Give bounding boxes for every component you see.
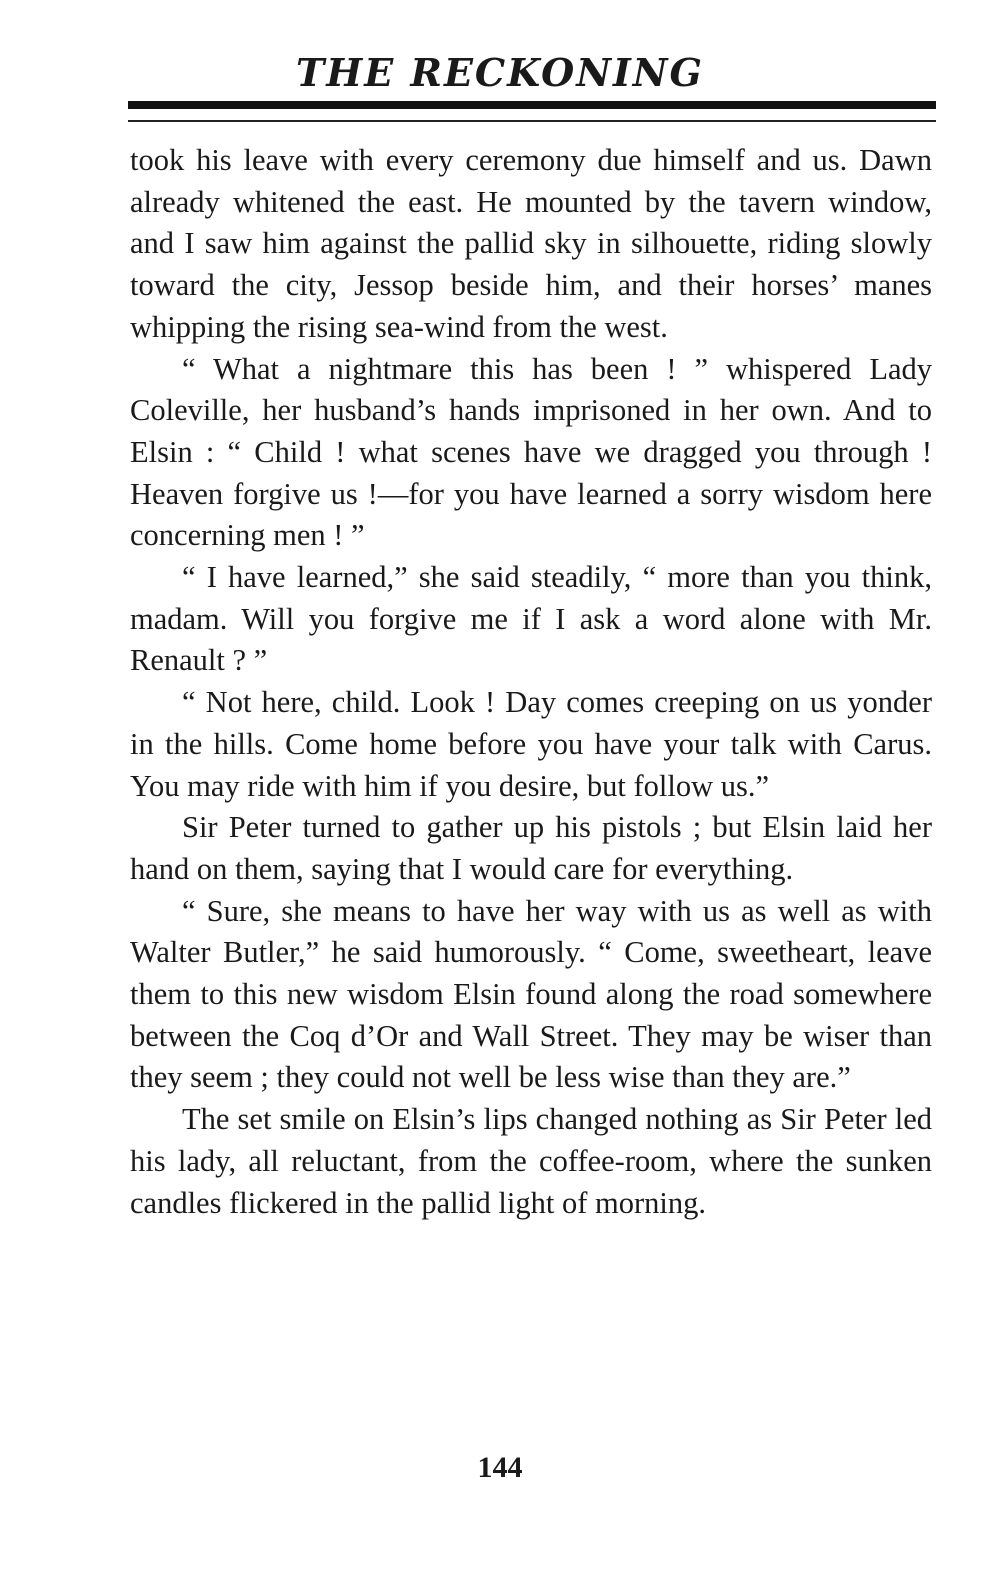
paragraph-6: “ Sure, she means to have her way with us as well as with Walter Butler,” he said humorously. “ Come, sweetheart, leave them to this new wisdom Elsin found along the road somewhere between the Coq d’Or and Wall Street. They may be wiser than they seem ; they could not well be less wise than they are.” [130, 893, 932, 1095]
header-rule-thin [128, 120, 936, 122]
paragraph-5: Sir Peter turned to gather up his pistols ; but Elsin laid her hand on them, saying that I would care for everything. [130, 810, 932, 886]
header-rule-thick [128, 101, 936, 109]
paragraph-1: took his leave with every ceremony due himself and us. Dawn already whitened the east. He mounted by the tavern window, and I saw him against the pallid sky in silhouette, riding slowly toward the city, Jessop beside him, and their horses’ manes whipping the rising sea-wind from the west. [130, 143, 932, 344]
running-head: THE RECKONING [296, 50, 704, 95]
paragraph-2: “ What a nightmare this has been ! ” whispered Lady Coleville, her husband’s hands imprisoned in her own. And to Elsin : “ Child ! what scenes have we dragged you through ! Heaven forgive us !—for you have learned a sorry wisdom here concerning men ! ” [130, 351, 932, 553]
paragraph-4: “ Not here, child. Look ! Day comes creeping on us yonder in the hills. Come home before you have your talk with Carus. You may ride with him if you desire, but follow us.” [130, 685, 932, 803]
page-number: 144 [477, 1451, 523, 1484]
page-body [130, 140, 932, 1224]
paragraph-7: The set smile on Elsin’s lips changed nothing as Sir Peter led his lady, all reluctant, from the coffee-room, where the sunken candles flickered in the pallid light of morning. [130, 1102, 932, 1220]
paragraph-3: “ I have learned,” she said steadily, “ more than you think, madam. Will you forgive me if I ask a word alone with Mr. Renault ? ” [130, 560, 932, 678]
